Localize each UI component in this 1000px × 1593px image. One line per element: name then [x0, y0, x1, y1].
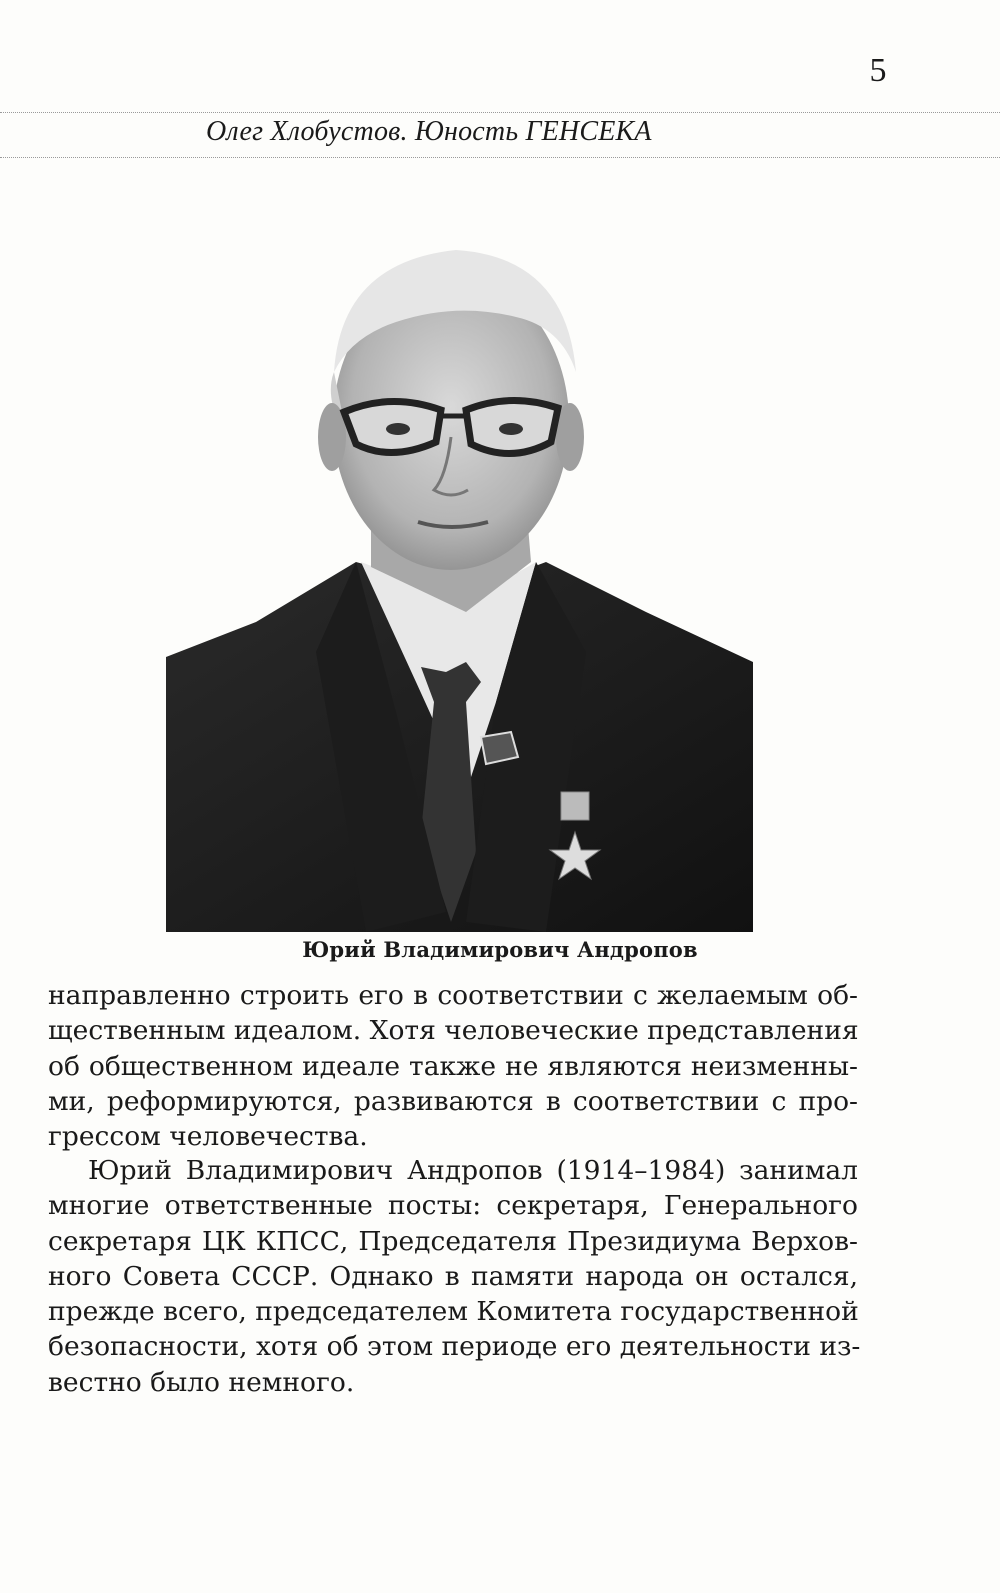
paragraph-2	[48, 1153, 861, 1400]
text-line: прежде всего, председателем Комитета государственной	[48, 1296, 859, 1328]
header-rule-top	[0, 112, 1000, 113]
text-line: направленно строить его в соответствии с желаемым об-	[48, 980, 858, 1011]
text-line: грессом человечества.	[48, 1121, 368, 1153]
text-line: безопасности, хотя об этом периоде его деятельности из-	[48, 1331, 861, 1363]
text-line: вестно было немного.	[48, 1366, 355, 1398]
text-line: многие ответственные посты: секретаря, Генерального	[48, 1190, 858, 1222]
portrait-photo	[166, 232, 753, 932]
paragraph-1	[48, 978, 858, 1154]
text-line: ми, реформируются, развиваются в соответствии с про-	[48, 1085, 858, 1117]
page-number: 5	[869, 52, 887, 89]
running-header: Олег Хлобустов. Юность ГЕНСЕКА	[206, 116, 652, 147]
text-line: секретаря ЦК КПСС, Председателя Президиума Верхов-	[48, 1225, 858, 1257]
text-line: щественным идеалом. Хотя человеческие представления	[48, 1015, 859, 1047]
text-line: об общественном идеале также не являются неизменны-	[48, 1050, 858, 1082]
text-line: Юрий Владимирович Андропов (1914–1984) занимал	[88, 1155, 858, 1186]
text-line: ного Совета СССР. Однако в памяти народа он остался,	[48, 1260, 858, 1292]
header-rule-bottom	[0, 157, 1000, 158]
photo-caption: Юрий Владимирович Андропов	[302, 937, 698, 962]
